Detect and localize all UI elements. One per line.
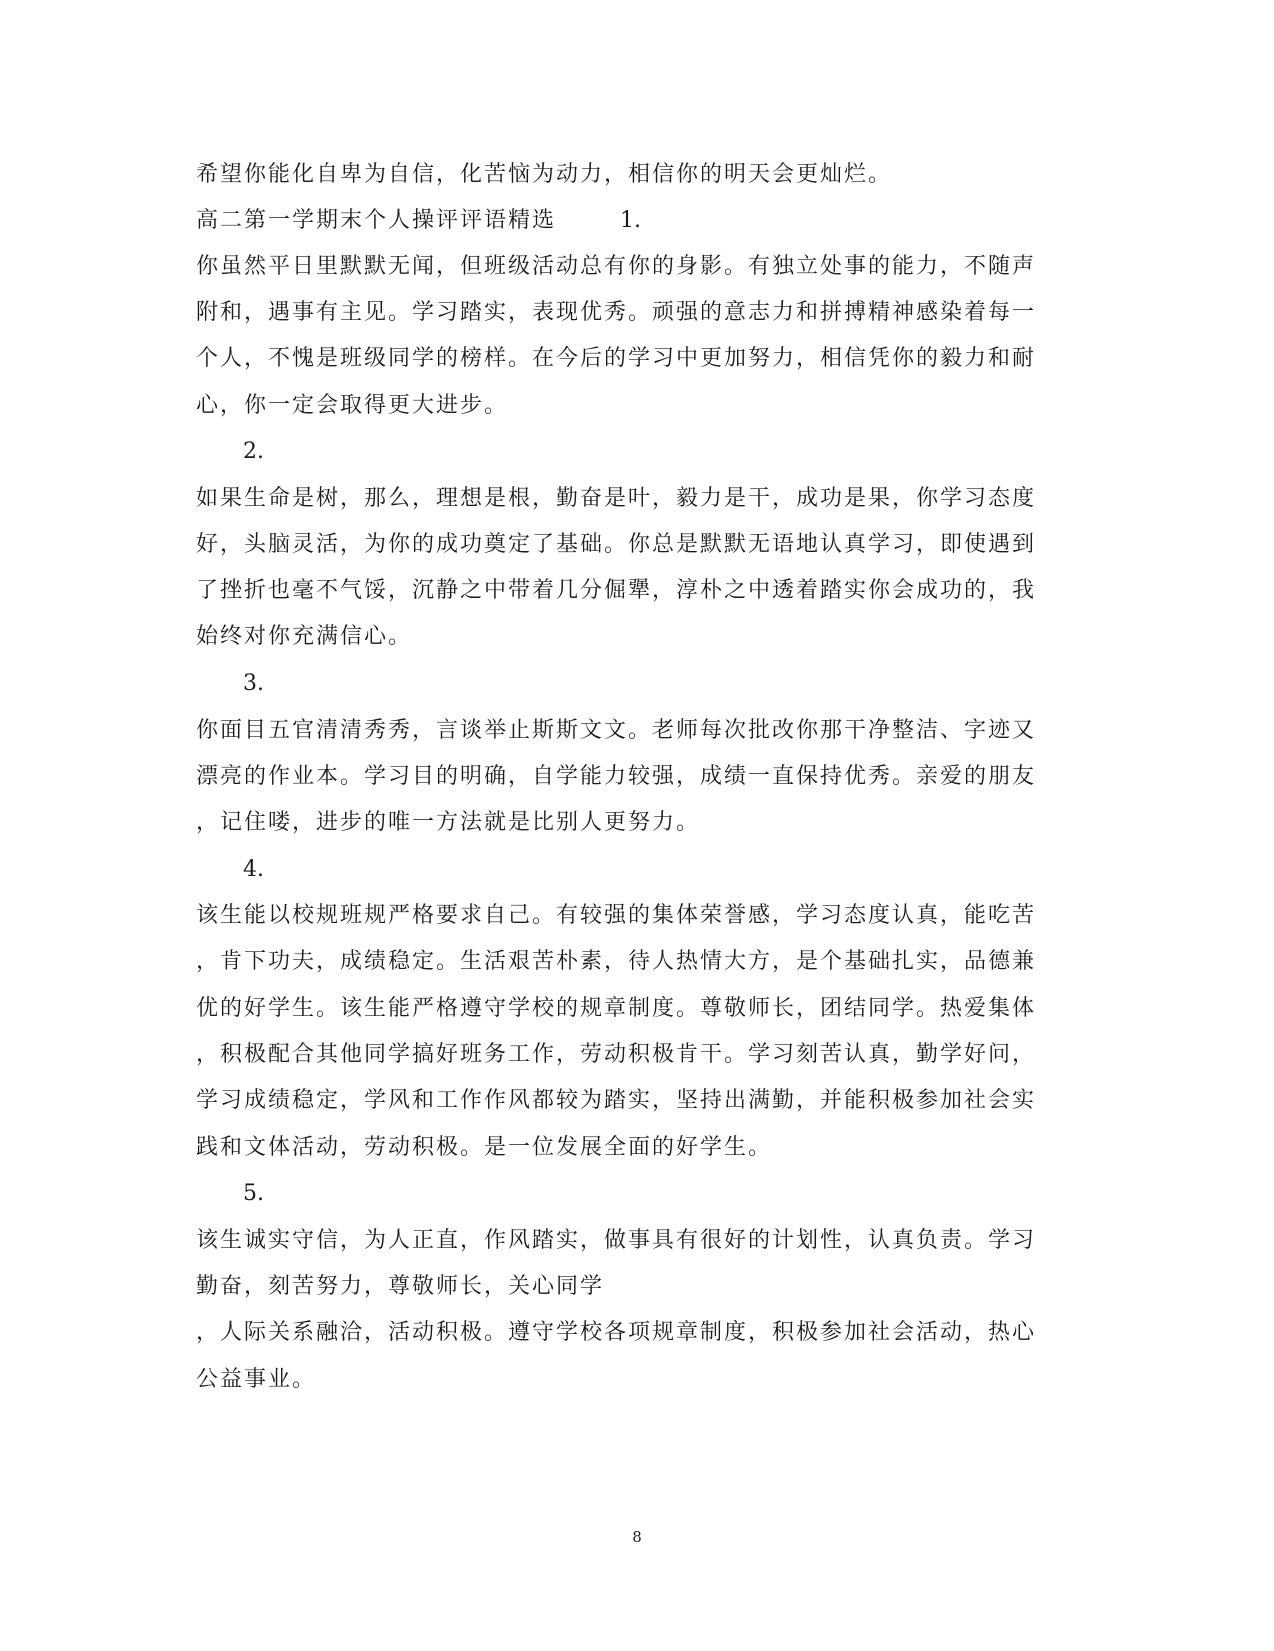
text-line: 心，你一定会取得更大进步。 <box>196 393 509 418</box>
text-line: 希望你能化自卑为自信，化苦恼为动力，相信你的明天会更灿烂。 <box>196 162 893 187</box>
text-line: 始终对你充满信心。 <box>196 624 413 649</box>
text-line: ，肯下功夫，成绩稳定。生活艰苦朴素，待人热情大方，是个基础扎实，品德兼 <box>196 949 1037 974</box>
heading-number: 1. <box>620 208 641 233</box>
item-number: 3. <box>243 671 264 696</box>
text-line: 优的好学生。该生能严格遵守学校的规章制度。尊敬师长，团结同学。热爱集体 <box>196 996 1037 1021</box>
page-number: 8 <box>632 1528 642 1546</box>
text-line: 漂亮的作业本。学习目的明确，自学能力较强，成绩一直保持优秀。亲爱的朋友 <box>196 764 1037 789</box>
text-line: 公益事业。 <box>196 1367 317 1392</box>
text-line: 勤奋，刻苦努力，尊敬师长，关心同学 <box>196 1274 605 1299</box>
text-line: 好，头脑灵活，为你的成功奠定了基础。你总是默默无语地认真学习，即使遇到 <box>196 532 1037 557</box>
item-number: 5. <box>243 1181 264 1206</box>
text-line: 个人，不愧是班级同学的榜样。在今后的学习中更加努力，相信凭你的毅力和耐 <box>196 346 1037 371</box>
text-line: 附和，遇事有主见。学习踏实，表现优秀。顽强的意志力和拼搏精神感染着每一 <box>196 300 1037 325</box>
text-line: 学习成绩稳定，学风和工作作风都较为踏实，坚持出满勤，并能积极参加社会实 <box>196 1088 1037 1113</box>
text-line: ，记住喽，进步的唯一方法就是比别人更努力。 <box>196 810 701 835</box>
text-line: 你虽然平日里默默无闻，但班级活动总有你的身影。有独立处事的能力，不随声 <box>196 254 1037 279</box>
text-line: 如果生命是树，那么，理想是根，勤奋是叶，毅力是干，成功是果，你学习态度 <box>196 486 1037 511</box>
item-number: 2. <box>243 439 264 464</box>
text-line: 你面目五官清清秀秀，言谈举止斯斯文文。老师每次批改你那干净整洁、字迹又 <box>196 718 1037 743</box>
text-line: 践和文体活动，劳动积极。是一位发展全面的好学生。 <box>196 1135 773 1160</box>
text-line: 该生能以校规班规严格要求自己。有较强的集体荣誉感，学习态度认真，能吃苦 <box>196 903 1037 928</box>
text-line: 该生诚实守信，为人正直，作风踏实，做事具有很好的计划性，认真负责。学习 <box>196 1228 1037 1253</box>
text-line: 了挫折也毫不气馁，沉静之中带着几分倔犟，淳朴之中透着踏实你会成功的，我 <box>196 578 1037 603</box>
item-number: 4. <box>243 857 264 882</box>
text-line: ，人际关系融洽，活动积极。遵守学校各项规章制度，积极参加社会活动，热心 <box>196 1320 1037 1345</box>
text-line: ，积极配合其他同学搞好班务工作，劳动积极肯干。学习刻苦认真，勤学好问， <box>196 1042 1037 1067</box>
section-heading: 高二第一学期末个人操评评语精选 <box>196 208 557 233</box>
